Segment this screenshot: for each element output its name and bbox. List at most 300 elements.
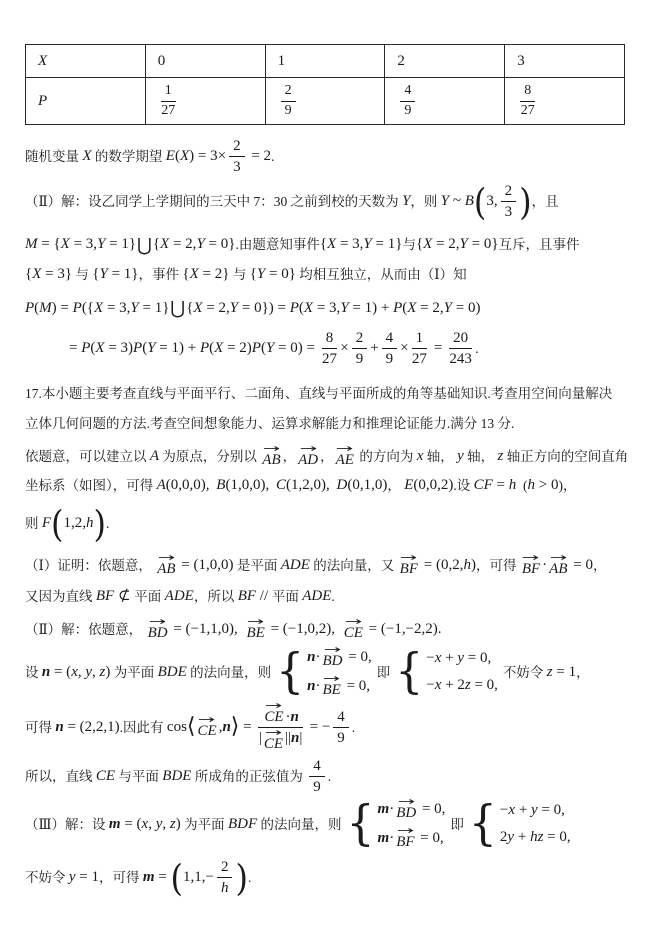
math-run: = (x, y, z) [120, 815, 181, 832]
fraction [258, 699, 303, 752]
document-line-13 [25, 586, 625, 608]
text-run: 平面 [134, 589, 165, 605]
vector-letters: BF [396, 833, 415, 850]
vector-arrow-icon: → [157, 550, 176, 564]
cases-group [346, 795, 446, 852]
math-bold-run: n [41, 663, 51, 680]
math-run: = 0, [344, 649, 372, 666]
math-run: 1,2,h [63, 514, 94, 531]
math-run: ADE [164, 588, 194, 605]
math-run: 3 [504, 204, 513, 220]
text-run: ( [516, 477, 528, 493]
cases-group [276, 643, 372, 700]
math-run: · [389, 829, 395, 846]
fraction [309, 757, 325, 796]
vector-letters: BF [521, 560, 541, 577]
left-angle-bracket: ⟨ [186, 714, 196, 740]
document-line-8 [25, 414, 625, 434]
text-run: 的法向量，又 [309, 557, 398, 573]
vector-CE [343, 614, 363, 642]
math-run: −x + y = 0, [426, 650, 492, 667]
vector-CE [197, 712, 217, 740]
math-run: P(M) = P({X = 3,Y = 1} [25, 299, 170, 316]
math-run: {X = 2,Y = 0} [415, 236, 499, 252]
math-run: B(1,0,0), [216, 476, 270, 493]
math-run: | [258, 729, 262, 746]
math-run: Y [402, 192, 411, 209]
text-run: )， [558, 477, 577, 493]
math-run: {X = 3,Y = 1} [319, 236, 403, 252]
math-run: BDE [162, 768, 192, 784]
table-cell-x-2: 2 [385, 45, 505, 78]
fraction-numerator [309, 757, 325, 777]
math-bold-run: n [307, 649, 316, 666]
document-line-18 [25, 795, 625, 852]
math-run: ADE [280, 556, 310, 573]
vector-letters: CE [263, 735, 283, 752]
math-run: F [41, 514, 52, 531]
math-run: × [400, 339, 409, 356]
math-run: = P(X = 3)P(Y = 1) + P(X = 2)P(Y = 0) = [69, 339, 319, 356]
document-line-11 [25, 501, 625, 546]
math-run: Y ~ B [440, 192, 474, 209]
fraction-numerator [333, 708, 349, 728]
left-paren: ( [51, 501, 64, 546]
math-run: 4 [337, 708, 345, 725]
math-run: BF [95, 588, 115, 605]
vector-letters: AB [549, 560, 568, 577]
vector-arrow-icon: → [400, 550, 418, 564]
vector-arrow-icon: → [344, 614, 363, 628]
text-run: ， [387, 477, 405, 493]
text-run: （Ⅱ）解：依题意， [25, 621, 146, 637]
math-run: 27 [321, 351, 337, 368]
vector-arrow-icon: → [299, 442, 317, 456]
math-run: CE [95, 768, 116, 784]
fraction-denominator [386, 349, 394, 368]
math-run: = (−1,1,0), [169, 620, 238, 637]
left-brace: { [395, 644, 424, 700]
fraction-numerator [449, 329, 472, 349]
vector-BD [396, 795, 417, 822]
math-run: CF = h [473, 476, 517, 493]
fraction: $\frac{1}{27}$ [161, 82, 176, 118]
vector-arrow-icon: → [396, 823, 415, 837]
text-run: 设 [25, 664, 42, 680]
left-brace: { [468, 796, 497, 852]
text-run: 轴， [423, 449, 458, 465]
right-angle-bracket: ⟩ [230, 714, 240, 740]
cases-row [377, 795, 446, 822]
text-run: 轴正方向的空间直角 [503, 449, 629, 465]
table-cell-p-0 [145, 78, 265, 125]
math-run: 9 [313, 779, 321, 796]
fraction-numerator [352, 329, 368, 349]
table-cell-x-0: 0 [145, 45, 265, 78]
vector-arrow-icon: → [322, 671, 341, 685]
math-run: 3 [233, 159, 241, 175]
vector-BF [521, 550, 541, 578]
math-run: z = 1 [546, 663, 577, 680]
math-run: −x + y = 0, [499, 802, 565, 819]
cases-row [377, 823, 446, 851]
document-line-15 [25, 643, 625, 700]
text-run: ，可得 [99, 870, 143, 886]
fraction-denominator [313, 777, 321, 796]
math-run: M = {X = 3,Y = 1} [25, 236, 137, 252]
math-run: {X = 2,Y = 0} [152, 236, 236, 252]
vector-letters: BD [396, 805, 417, 822]
fraction-denominator [449, 349, 472, 368]
fraction-numerator [258, 699, 303, 728]
math-run: = (0,2,h) [420, 556, 476, 573]
vector-arrow-icon: → [397, 795, 415, 809]
vector-BD [322, 643, 343, 670]
math-run: X [82, 147, 92, 164]
math-run: y = 1 [68, 869, 100, 885]
math-run: E(0,0,2) [404, 476, 454, 493]
fraction-numerator [322, 329, 338, 349]
vector-arrow-icon: → [522, 550, 540, 564]
cases-row [307, 671, 372, 699]
math-run: 4 [313, 758, 321, 775]
math-bold-run: n [307, 677, 316, 694]
text-run: 与 [72, 266, 93, 282]
vector-arrow-icon: → [262, 442, 281, 456]
document-body [25, 137, 629, 900]
vector-letters: BE [322, 681, 341, 698]
fraction [501, 182, 517, 221]
cases-row [426, 648, 498, 670]
table-row-p [26, 78, 625, 125]
math-run: = 0 [569, 556, 593, 573]
text-run: 与 [229, 266, 250, 282]
vector-arrow-icon: → [323, 643, 342, 657]
fraction-numerator [217, 858, 233, 878]
text-run: 互斥，且事件 [498, 237, 580, 253]
math-run: = − [305, 718, 331, 735]
cases-rows [426, 648, 498, 697]
math-bold-run: n [222, 718, 231, 735]
math-run: · [389, 801, 395, 818]
table-cell-x-3: 3 [505, 45, 625, 78]
cases-rows [377, 795, 446, 850]
math-run: BDE [157, 663, 187, 680]
text-run: 不妨令 [25, 870, 69, 886]
math-run: {X = 2,Y = 0}) = P(X = 3,Y = 1) + P(X = 2,Y = 0) [186, 299, 481, 316]
text-run: 为原点，分别以 [159, 449, 261, 465]
document-line-3 [25, 234, 625, 256]
text-run: . [327, 769, 332, 785]
text-run: ，则 [410, 193, 441, 209]
table-cell-p-3 [505, 78, 625, 125]
big-paren-group [51, 501, 107, 546]
math-run: 9 [355, 351, 364, 368]
fraction-denominator [221, 878, 229, 897]
vector-letters: CE [343, 624, 363, 641]
text-run: ， [576, 664, 590, 680]
math-run: h [220, 880, 229, 897]
fraction [352, 329, 368, 368]
table-row-x [26, 45, 625, 78]
math-run: 2 [504, 183, 513, 199]
vector-BD [147, 614, 168, 642]
math-run: · [285, 708, 291, 725]
math-run: {X = 2} [182, 265, 230, 282]
text-run: （Ⅲ）解：设 [25, 816, 109, 832]
cases-group [395, 644, 498, 700]
math-bold-run: n [291, 729, 300, 746]
text-run: . [475, 340, 479, 356]
math-run: 4 [385, 330, 394, 347]
math-bold-run: m [108, 815, 121, 832]
table-cell-p-2 [385, 78, 505, 125]
math-run: = 0, [342, 677, 371, 694]
math-run: E(X) = 3× [165, 147, 227, 164]
math-run: = [154, 869, 171, 885]
table-cell-p-label: P [26, 78, 146, 125]
document-line-19 [25, 856, 625, 900]
fraction-denominator [258, 725, 303, 753]
fraction: $\frac{4}{9}$ [400, 83, 415, 120]
cases-row [500, 827, 571, 849]
math-run: BF [237, 588, 257, 605]
fraction: $\frac{8}{27}$ [520, 82, 535, 118]
document-line-5 [25, 298, 625, 320]
fraction-numerator [412, 329, 428, 349]
math-run: = (1,0,0) [177, 556, 234, 573]
math-run: = (2,2,1) [63, 718, 120, 735]
text-run: （Ⅱ）解：设乙同学上学期间的三天中 7：30 之前到校的天数为 [25, 193, 403, 209]
vector-BE [246, 614, 265, 642]
vector-letters: AB [262, 452, 281, 469]
math-run: ADE [302, 588, 332, 605]
math-run: 20 [453, 330, 469, 347]
math-run: A(0,0,0), [156, 476, 210, 493]
cases-row [426, 675, 498, 697]
vector-AE [335, 442, 354, 469]
document-line-9 [25, 442, 629, 469]
math-upright-run: ⊄ [114, 588, 135, 605]
text-run: ，且 [531, 193, 559, 209]
cases-group [468, 796, 571, 852]
text-run: 平面 [271, 589, 303, 605]
document-line-7 [25, 384, 625, 404]
vector-AB [262, 442, 281, 469]
text-run: 的方向为 [355, 449, 417, 465]
math-run: 2 [220, 859, 229, 876]
table-cell-x-1: 1 [265, 45, 385, 78]
text-run: . [106, 515, 110, 531]
math-run: h > 0 [527, 476, 559, 493]
document-line-14 [25, 614, 625, 642]
vector-arrow-icon: → [246, 614, 265, 628]
text-run: . [247, 870, 252, 886]
left-paren: ( [170, 856, 184, 900]
text-run: .由题意知事件 [235, 237, 320, 253]
math-run: 2 [233, 138, 241, 154]
math-run: = 0, [416, 829, 444, 846]
math-bold-run: m [377, 829, 390, 846]
text-run: 与平面 [115, 769, 163, 785]
vector-letters: CE [264, 709, 284, 726]
vector-letters: BD [322, 653, 343, 670]
vector-CE [264, 699, 284, 726]
math-run: D(0,1,0) [336, 476, 388, 493]
document-line-1 [25, 137, 625, 176]
left-paren: ( [473, 179, 487, 224]
vector-BF [399, 550, 418, 578]
text-run: （Ⅰ）证明：依题意， [25, 557, 156, 573]
text-run: 立体几何问题的方法.考查空间想象能力、运算求解能力和推理论证能力.满分 13 分. [25, 415, 515, 431]
document-line-2 [25, 179, 625, 224]
text-run: 轴， [463, 449, 498, 465]
vector-arrow-icon: → [198, 712, 216, 726]
text-run: ，所以 [193, 589, 238, 605]
text-run: 所成角的正弦值为 [191, 769, 307, 785]
math-run: · [315, 649, 321, 666]
text-run: 即 [450, 816, 464, 832]
vector-arrow-icon: → [549, 550, 568, 564]
text-run: 坐标系（如图），可得 [25, 477, 157, 493]
text-run: ， [320, 449, 334, 465]
fraction [217, 858, 233, 897]
vector-letters: AD [298, 452, 319, 469]
math-bold-run: m [142, 869, 155, 885]
text-run [335, 620, 342, 640]
text-run: 17.本小题主要考查直线与平面平行、二面角、直线与平面所成的角等基础知识.考查用空间向量解决 [25, 386, 613, 402]
math-upright-run: // [256, 588, 272, 605]
math-run: = [239, 718, 256, 735]
probability-table [25, 44, 625, 125]
fraction [229, 137, 245, 176]
text-run: 为平面 [110, 664, 158, 680]
paren-content [183, 858, 235, 897]
math-run: 9 [385, 351, 394, 368]
math-run: = (−1,−2,2). [364, 620, 442, 637]
fraction [333, 708, 349, 747]
math-bold-run: n [290, 708, 299, 725]
text-run: ，可得 [475, 557, 520, 573]
big-paren-group [473, 179, 532, 224]
math-run: A [149, 448, 160, 465]
fraction-denominator [356, 349, 364, 368]
union-symbol: ⋃ [137, 234, 152, 256]
math-run: 27 [411, 351, 427, 368]
text-run: ， [592, 557, 607, 573]
vector-letters: CE [197, 722, 217, 739]
math-run: y [457, 448, 464, 465]
paren-content [64, 513, 94, 535]
fraction [382, 329, 398, 368]
union-symbol: ⋃ [170, 298, 186, 320]
math-run: 3, [486, 192, 498, 209]
text-run: 的法向量，则 [186, 664, 272, 680]
text-run [238, 620, 245, 640]
document-line-16 [25, 699, 625, 752]
fraction: $\frac{2}{9}$ [281, 83, 296, 120]
fraction-denominator [233, 157, 241, 176]
text-run: 均相互独立，从而由（Ⅰ）知 [295, 266, 467, 282]
math-run: = [430, 339, 447, 356]
vector-arrow-icon: → [336, 442, 354, 456]
left-brace: { [276, 644, 305, 700]
math-run: −x + 2z = 0, [426, 676, 498, 693]
vector-arrow-icon: → [264, 725, 283, 739]
text-run: . [271, 148, 275, 164]
text-run: . [351, 719, 356, 735]
vector-arrow-icon: → [148, 614, 167, 628]
table-cell-p-1 [265, 78, 385, 125]
text-run: .设 [453, 477, 474, 493]
table-cell-x-label: X [26, 45, 146, 78]
left-brace: { [346, 796, 375, 852]
document-line-17 [25, 757, 625, 796]
math-run: = (−1,0,2), [266, 620, 335, 637]
math-run: = 0, [418, 801, 446, 818]
vector-BE [322, 671, 341, 699]
math-run: x [416, 448, 424, 465]
math-run: | [299, 729, 303, 746]
math-run: {Y = 1} [92, 265, 139, 282]
text-run: 是平面 [233, 557, 281, 573]
document-line-6 [69, 329, 625, 368]
fraction-denominator [322, 349, 337, 368]
math-run: 2 [355, 330, 364, 347]
text-run [210, 476, 217, 496]
text-run: 可得 [25, 719, 56, 735]
text-run: 所以，直线 [25, 769, 96, 785]
math-run: {X = 3} [25, 265, 73, 282]
right-paren: ) [93, 501, 107, 546]
document-line-12 [25, 550, 625, 578]
vector-AD [298, 442, 319, 469]
math-run: 9 [337, 729, 345, 746]
vector-letters: BD [147, 624, 168, 641]
text-run: 又因为直线 [25, 589, 96, 605]
text-run: 为平面 [180, 816, 228, 832]
fraction-numerator [382, 329, 398, 349]
text-run: ， [282, 449, 297, 465]
text-run: 与 [402, 237, 416, 253]
text-run: ，事件 [138, 266, 183, 282]
fraction-denominator [337, 728, 345, 747]
text-run: 的法向量，则 [257, 816, 342, 832]
vector-AB [157, 550, 176, 578]
math-run: BDF [227, 815, 258, 832]
fraction-denominator [505, 202, 513, 221]
math-run: , [218, 718, 223, 735]
math-run: C(1,2,0), [275, 476, 330, 493]
vector-AB [549, 550, 568, 578]
fraction [449, 329, 472, 368]
cases-row [500, 800, 571, 822]
math-bold-run: m [377, 801, 390, 818]
vector-letters: BF [399, 560, 418, 577]
math-run: {Y = 0} [249, 265, 296, 282]
math-run: || [285, 729, 292, 746]
math-bold-run: n [55, 718, 64, 735]
math-run: 8 [325, 330, 334, 347]
cases-rows [500, 800, 571, 849]
math-run: = (x, y, z) [50, 663, 111, 680]
text-run: 依题意，可以建立以 [25, 449, 150, 465]
cases-rows [307, 643, 372, 698]
vector-arrow-icon: → [265, 699, 283, 713]
text-run: 的数学期望 [91, 148, 166, 164]
math-run: × [340, 339, 349, 356]
paren-content [486, 182, 519, 221]
